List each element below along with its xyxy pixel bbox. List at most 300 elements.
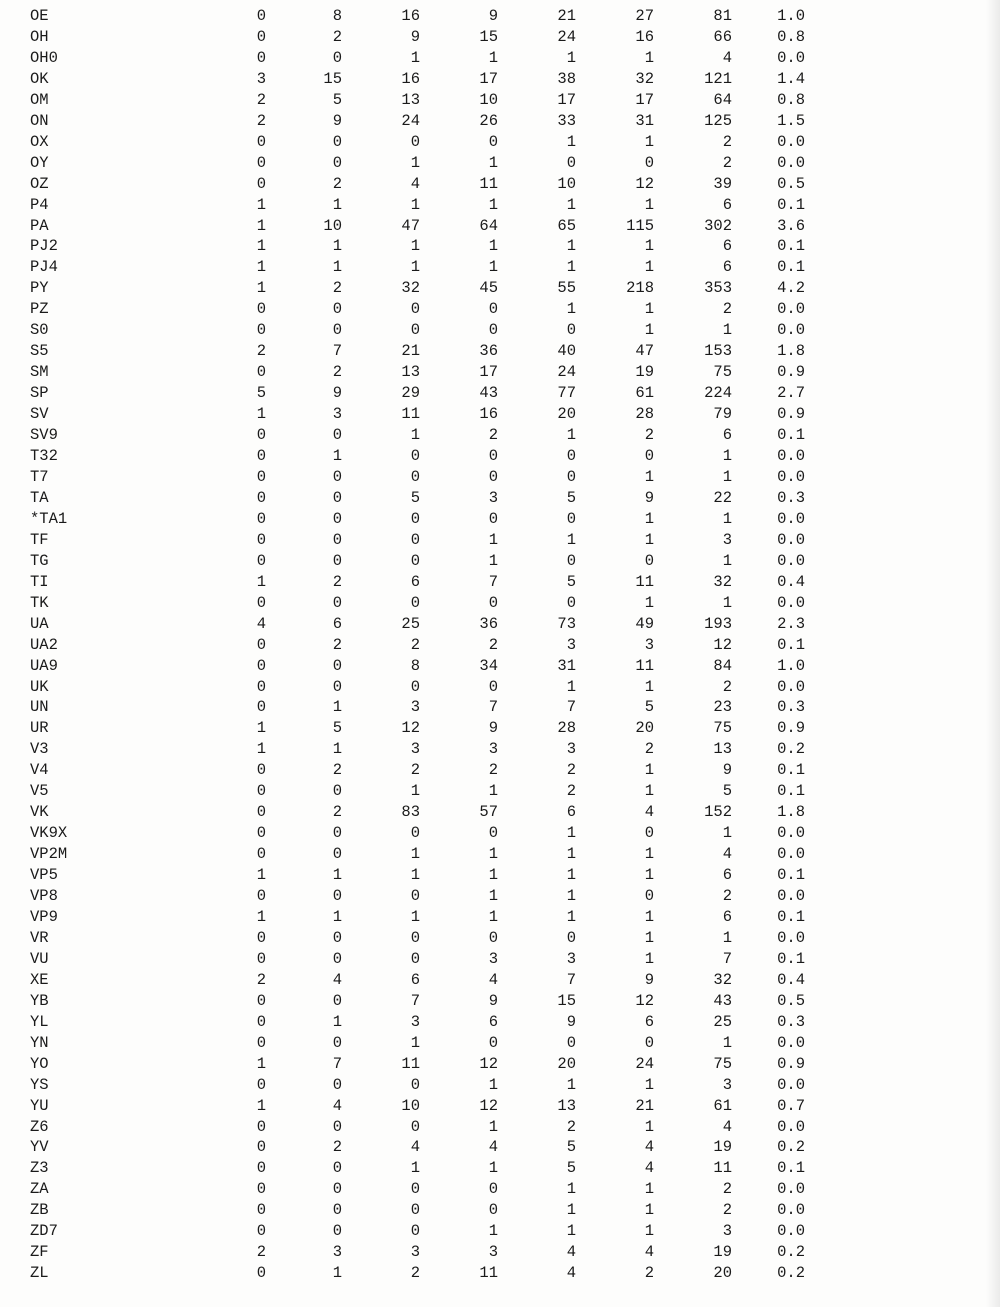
col6-cell: 1 (644, 530, 654, 549)
col4-cell: 1 (488, 907, 498, 926)
percent-cell: 0.1 (777, 635, 805, 654)
col6-cell: 47 (635, 342, 654, 361)
col2-cell: 0 (332, 300, 342, 319)
col6-cell: 5 (644, 698, 654, 717)
col4-cell: 0 (488, 447, 498, 466)
percent-cell: 0.2 (777, 1243, 805, 1262)
col3-cell: 21 (401, 342, 420, 361)
percent-cell: 3.6 (777, 216, 805, 235)
col5-cell: 0 (566, 467, 576, 486)
prefix-cell: OM (30, 90, 49, 109)
prefix-cell: YS (30, 1075, 49, 1094)
col4-cell: 12 (479, 1054, 498, 1073)
table-row (30, 195, 805, 216)
total-cell: 153 (704, 342, 732, 361)
col4-cell: 1 (488, 237, 498, 256)
col6-cell: 1 (644, 761, 654, 780)
col2-cell: 0 (332, 887, 342, 906)
col4-cell: 1 (488, 1222, 498, 1241)
col6-cell: 17 (635, 90, 654, 109)
col1-cell: 0 (256, 300, 266, 319)
col1-cell: 0 (256, 1264, 266, 1283)
table-row (30, 216, 805, 237)
col5-cell: 1 (566, 1222, 576, 1241)
col3-cell: 0 (410, 1180, 420, 1199)
col6-cell: 1 (644, 1180, 654, 1199)
total-cell: 81 (713, 7, 732, 25)
prefix-cell: OE (30, 7, 49, 25)
percent-cell: 0.0 (777, 887, 805, 906)
col5-cell: 0 (566, 551, 576, 570)
table-row (30, 111, 805, 132)
col3-cell: 0 (410, 677, 420, 696)
total-cell: 1 (722, 928, 732, 947)
prefix-cell: S0 (30, 321, 49, 340)
col3-cell: 2 (410, 635, 420, 654)
col4-cell: 1 (488, 1117, 498, 1136)
total-cell: 6 (722, 195, 732, 214)
col3-cell: 16 (401, 7, 420, 25)
col2-cell: 0 (332, 530, 342, 549)
col5-cell: 1 (566, 237, 576, 256)
total-cell: 2 (722, 132, 732, 151)
col2-cell: 0 (332, 677, 342, 696)
percent-cell: 0.0 (777, 509, 805, 528)
col3-cell: 1 (410, 866, 420, 885)
total-cell: 6 (722, 866, 732, 885)
prefix-cell: YN (30, 1033, 49, 1052)
col6-cell: 11 (635, 572, 654, 591)
table-row (30, 949, 805, 970)
col2-cell: 2 (332, 572, 342, 591)
col2-cell: 6 (332, 614, 342, 633)
percent-cell: 2.3 (777, 614, 805, 633)
col1-cell: 0 (256, 551, 266, 570)
col1-cell: 0 (256, 656, 266, 675)
table-row (30, 593, 805, 614)
col2-cell: 0 (332, 593, 342, 612)
total-cell: 3 (722, 530, 732, 549)
total-cell: 2 (722, 153, 732, 172)
prefix-cell: TF (30, 530, 49, 549)
prefix-cell: VK9X (30, 824, 68, 843)
col5-cell: 3 (566, 949, 576, 968)
col6-cell: 2 (644, 740, 654, 759)
col1-cell: 0 (256, 467, 266, 486)
col3-cell: 3 (410, 740, 420, 759)
col5-cell: 1 (566, 677, 576, 696)
col6-cell: 28 (635, 405, 654, 424)
table-row (30, 1242, 805, 1263)
col4-cell: 2 (488, 761, 498, 780)
prefix-cell: TK (30, 593, 49, 612)
percent-cell: 0.0 (777, 48, 805, 67)
col5-cell: 20 (557, 405, 576, 424)
col2-cell: 0 (332, 845, 342, 864)
col4-cell: 1 (488, 258, 498, 277)
col4-cell: 36 (479, 614, 498, 633)
prefix-cell: ZB (30, 1201, 49, 1220)
col2-cell: 0 (332, 48, 342, 67)
col1-cell: 1 (256, 572, 266, 591)
col4-cell: 17 (479, 363, 498, 382)
col3-cell: 1 (410, 195, 420, 214)
col5-cell: 5 (566, 572, 576, 591)
col4-cell: 0 (488, 1180, 498, 1199)
col2-cell: 2 (332, 363, 342, 382)
col6-cell: 1 (644, 677, 654, 696)
table-row (30, 781, 805, 802)
col2-cell: 10 (323, 216, 342, 235)
col6-cell: 1 (644, 321, 654, 340)
col2-cell: 0 (332, 1201, 342, 1220)
prefix-cell: XE (30, 970, 49, 989)
col1-cell: 0 (256, 1180, 266, 1199)
col3-cell: 0 (410, 887, 420, 906)
col3-cell: 1 (410, 845, 420, 864)
col5-cell: 9 (566, 1012, 576, 1031)
col4-cell: 9 (488, 719, 498, 738)
total-cell: 75 (713, 363, 732, 382)
col1-cell: 2 (256, 342, 266, 361)
table-row (30, 1179, 805, 1200)
col3-cell: 29 (401, 384, 420, 403)
col3-cell: 13 (401, 363, 420, 382)
col5-cell: 4 (566, 1264, 576, 1283)
percent-cell: 0.7 (777, 1096, 805, 1115)
col4-cell: 7 (488, 698, 498, 717)
col4-cell: 3 (488, 949, 498, 968)
table-row (30, 1158, 805, 1179)
percent-cell: 0.0 (777, 551, 805, 570)
col1-cell: 1 (256, 237, 266, 256)
col2-cell: 0 (332, 153, 342, 172)
col1-cell: 1 (256, 216, 266, 235)
col6-cell: 11 (635, 656, 654, 675)
percent-cell: 0.2 (777, 740, 805, 759)
prefix-cell: SP (30, 384, 49, 403)
col5-cell: 1 (566, 300, 576, 319)
col5-cell: 1 (566, 1180, 576, 1199)
percent-cell: 1.8 (777, 803, 805, 822)
total-cell: 6 (722, 237, 732, 256)
col3-cell: 12 (401, 719, 420, 738)
total-cell: 224 (704, 384, 732, 403)
prefix-cell: YB (30, 991, 49, 1010)
col2-cell: 1 (332, 1012, 342, 1031)
table-row (30, 1137, 805, 1158)
col4-cell: 4 (488, 970, 498, 989)
col4-cell: 0 (488, 321, 498, 340)
col5-cell: 0 (566, 153, 576, 172)
total-cell: 5 (722, 782, 732, 801)
total-cell: 1 (722, 467, 732, 486)
col6-cell: 1 (644, 1222, 654, 1241)
col1-cell: 0 (256, 677, 266, 696)
col6-cell: 20 (635, 719, 654, 738)
col1-cell: 2 (256, 1243, 266, 1262)
col3-cell: 11 (401, 405, 420, 424)
prefix-cell: UN (30, 698, 49, 717)
col6-cell: 1 (644, 467, 654, 486)
col5-cell: 0 (566, 509, 576, 528)
table-row (30, 132, 805, 153)
prefix-cell: YV (30, 1138, 49, 1157)
col2-cell: 7 (332, 342, 342, 361)
total-cell: 32 (713, 970, 732, 989)
col2-cell: 8 (332, 7, 342, 25)
col1-cell: 0 (256, 782, 266, 801)
prefix-cell: OX (30, 132, 49, 151)
table-row (30, 677, 805, 698)
col1-cell: 0 (256, 635, 266, 654)
percent-cell: 0.0 (777, 132, 805, 151)
col1-cell: 0 (256, 1222, 266, 1241)
total-cell: 125 (704, 111, 732, 130)
col5-cell: 1 (566, 907, 576, 926)
col5-cell: 21 (557, 7, 576, 25)
col5-cell: 31 (557, 656, 576, 675)
col6-cell: 1 (644, 593, 654, 612)
prefix-cell: YO (30, 1054, 49, 1073)
prefix-cell: SM (30, 363, 49, 382)
col4-cell: 0 (488, 509, 498, 528)
table-row (30, 656, 805, 677)
col6-cell: 9 (644, 488, 654, 507)
col3-cell: 0 (410, 1201, 420, 1220)
col3-cell: 83 (401, 803, 420, 822)
total-cell: 20 (713, 1264, 732, 1283)
col2-cell: 2 (332, 635, 342, 654)
col1-cell: 0 (256, 153, 266, 172)
col6-cell: 1 (644, 195, 654, 214)
prefix-cell: VR (30, 928, 49, 947)
percent-cell: 0.0 (777, 1033, 805, 1052)
col5-cell: 0 (566, 593, 576, 612)
col4-cell: 1 (488, 866, 498, 885)
percent-cell: 0.0 (777, 530, 805, 549)
total-cell: 1 (722, 447, 732, 466)
col1-cell: 1 (256, 195, 266, 214)
col1-cell: 0 (256, 174, 266, 193)
table-row (30, 404, 805, 425)
col2-cell: 5 (332, 90, 342, 109)
table-row (30, 1075, 805, 1096)
col4-cell: 1 (488, 782, 498, 801)
col5-cell: 10 (557, 174, 576, 193)
col6-cell: 0 (644, 1033, 654, 1052)
percent-cell: 1.4 (777, 69, 805, 88)
table-row (30, 299, 805, 320)
table-row (30, 383, 805, 404)
col1-cell: 0 (256, 698, 266, 717)
col6-cell: 4 (644, 1138, 654, 1157)
col4-cell: 1 (488, 845, 498, 864)
col4-cell: 45 (479, 279, 498, 298)
prefix-cell: UK (30, 677, 49, 696)
col4-cell: 34 (479, 656, 498, 675)
table-row (30, 530, 805, 551)
col6-cell: 115 (626, 216, 654, 235)
col6-cell: 1 (644, 928, 654, 947)
table-row (30, 718, 805, 739)
col4-cell: 0 (488, 928, 498, 947)
col6-cell: 1 (644, 949, 654, 968)
col3-cell: 1 (410, 153, 420, 172)
col3-cell: 0 (410, 467, 420, 486)
col1-cell: 1 (256, 907, 266, 926)
prefix-cell: T7 (30, 467, 49, 486)
total-cell: 353 (704, 279, 732, 298)
percent-cell: 1.0 (777, 7, 805, 25)
col2-cell: 0 (332, 509, 342, 528)
table-row (30, 467, 805, 488)
percent-cell: 0.0 (777, 677, 805, 696)
col2-cell: 0 (332, 991, 342, 1010)
col2-cell: 0 (332, 1180, 342, 1199)
prefix-cell: VP5 (30, 866, 58, 885)
col6-cell: 1 (644, 132, 654, 151)
col2-cell: 3 (332, 1243, 342, 1262)
col5-cell: 77 (557, 384, 576, 403)
col1-cell: 0 (256, 824, 266, 843)
total-cell: 75 (713, 719, 732, 738)
col1-cell: 1 (256, 258, 266, 277)
prefix-cell: UA2 (30, 635, 58, 654)
col6-cell: 2 (644, 1264, 654, 1283)
total-cell: 1 (722, 1033, 732, 1052)
col4-cell: 1 (488, 530, 498, 549)
col5-cell: 3 (566, 635, 576, 654)
col6-cell: 6 (644, 1012, 654, 1031)
col4-cell: 0 (488, 677, 498, 696)
prefix-cell: V4 (30, 761, 49, 780)
col4-cell: 15 (479, 27, 498, 46)
col6-cell: 3 (644, 635, 654, 654)
col4-cell: 0 (488, 593, 498, 612)
total-cell: 1 (722, 824, 732, 843)
col4-cell: 1 (488, 153, 498, 172)
table-row (30, 6, 805, 27)
total-cell: 84 (713, 656, 732, 675)
col1-cell: 1 (256, 719, 266, 738)
total-cell: 3 (722, 1075, 732, 1094)
col2-cell: 0 (332, 551, 342, 570)
col2-cell: 1 (332, 447, 342, 466)
percent-cell: 0.0 (777, 593, 805, 612)
col1-cell: 0 (256, 1117, 266, 1136)
col2-cell: 0 (332, 321, 342, 340)
col6-cell: 27 (635, 7, 654, 25)
percent-cell: 0.1 (777, 258, 805, 277)
col2-cell: 5 (332, 719, 342, 738)
percent-cell: 0.0 (777, 928, 805, 947)
col4-cell: 3 (488, 488, 498, 507)
col6-cell: 218 (626, 279, 654, 298)
col6-cell: 1 (644, 258, 654, 277)
table-row (30, 362, 805, 383)
table-row (30, 739, 805, 760)
col2-cell: 0 (332, 1117, 342, 1136)
col5-cell: 5 (566, 1159, 576, 1178)
col4-cell: 10 (479, 90, 498, 109)
percent-cell: 1.0 (777, 656, 805, 675)
table-row (30, 991, 805, 1012)
prefix-cell: YL (30, 1012, 49, 1031)
table-row (30, 446, 805, 467)
col4-cell: 1 (488, 1159, 498, 1178)
col3-cell: 1 (410, 426, 420, 445)
total-cell: 61 (713, 1096, 732, 1115)
col3-cell: 0 (410, 824, 420, 843)
percent-cell: 0.5 (777, 174, 805, 193)
col1-cell: 0 (256, 48, 266, 67)
col2-cell: 2 (332, 803, 342, 822)
percent-cell: 0.0 (777, 153, 805, 172)
col6-cell: 1 (644, 300, 654, 319)
total-cell: 25 (713, 1012, 732, 1031)
prefix-cell: VU (30, 949, 49, 968)
prefix-cell: VP2M (30, 845, 68, 864)
col4-cell: 11 (479, 1264, 498, 1283)
percent-cell: 0.9 (777, 363, 805, 382)
col2-cell: 0 (332, 1033, 342, 1052)
col1-cell: 0 (256, 949, 266, 968)
col4-cell: 9 (488, 991, 498, 1010)
col4-cell: 1 (488, 551, 498, 570)
percent-cell: 0.8 (777, 90, 805, 109)
percent-cell: 0.9 (777, 1054, 805, 1073)
total-cell: 193 (704, 614, 732, 633)
col1-cell: 0 (256, 1012, 266, 1031)
col1-cell: 0 (256, 321, 266, 340)
percent-cell: 0.4 (777, 970, 805, 989)
col3-cell: 47 (401, 216, 420, 235)
col3-cell: 1 (410, 1159, 420, 1178)
col3-cell: 0 (410, 1075, 420, 1094)
col1-cell: 0 (256, 426, 266, 445)
col4-cell: 7 (488, 572, 498, 591)
prefix-cell: PA (30, 216, 49, 235)
col1-cell: 0 (256, 530, 266, 549)
percent-cell: 0.1 (777, 949, 805, 968)
col6-cell: 49 (635, 614, 654, 633)
col2-cell: 0 (332, 656, 342, 675)
col4-cell: 26 (479, 111, 498, 130)
table-row (30, 572, 805, 593)
col2-cell: 0 (332, 132, 342, 151)
col6-cell: 0 (644, 153, 654, 172)
total-cell: 2 (722, 1201, 732, 1220)
prefix-cell: V5 (30, 782, 49, 801)
col6-cell: 9 (644, 970, 654, 989)
prefix-cell: TA (30, 488, 49, 507)
col2-cell: 0 (332, 949, 342, 968)
table-row (30, 697, 805, 718)
col6-cell: 1 (644, 509, 654, 528)
col3-cell: 2 (410, 761, 420, 780)
percent-cell: 0.0 (777, 824, 805, 843)
col6-cell: 31 (635, 111, 654, 130)
col4-cell: 1 (488, 1075, 498, 1094)
col5-cell: 1 (566, 887, 576, 906)
prefix-cell: VK (30, 803, 49, 822)
col1-cell: 0 (256, 27, 266, 46)
table-row (30, 488, 805, 509)
col6-cell: 32 (635, 69, 654, 88)
col3-cell: 2 (410, 1264, 420, 1283)
col6-cell: 0 (644, 824, 654, 843)
